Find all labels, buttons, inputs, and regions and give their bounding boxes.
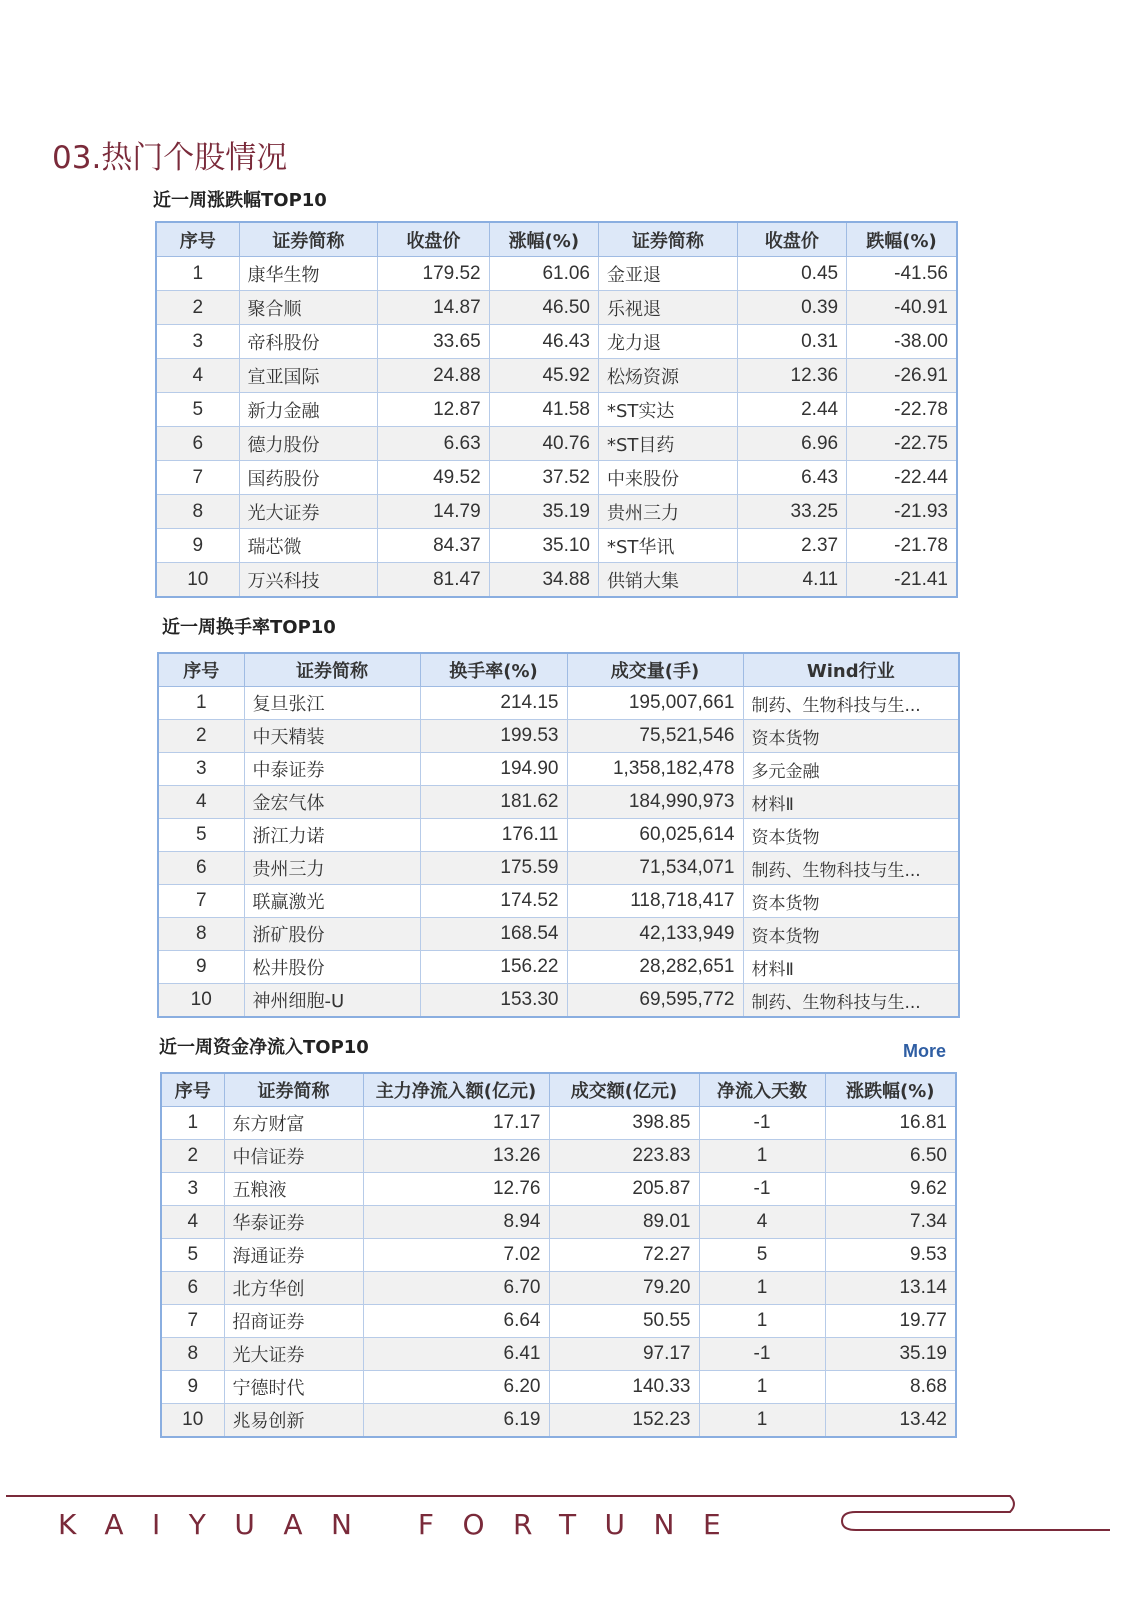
stock-name-link[interactable]: 金宏气体 [252, 793, 325, 814]
stock-name-link[interactable]: 贵州三力 [607, 502, 679, 524]
stock-name-cell [244, 984, 420, 1018]
stock-name-cell [599, 325, 738, 359]
stock-name-cell [224, 1107, 363, 1140]
industry-cell: 制药、生物科技与生... [743, 687, 959, 720]
table-row [161, 1206, 956, 1239]
stock-name-cell [599, 529, 738, 563]
table-row [156, 563, 957, 598]
stock-name-cell [599, 291, 738, 325]
stock-name-link[interactable]: 光大证券 [247, 502, 320, 524]
table-row [156, 427, 957, 461]
value-cell: 6.96 [737, 427, 846, 461]
industry-cell: 材料Ⅱ [743, 786, 959, 819]
stock-name-link[interactable]: *ST实达 [607, 400, 675, 422]
value-cell: 33.65 [378, 325, 489, 359]
table-row [158, 852, 959, 885]
value-cell: -1 [699, 1107, 825, 1140]
value-cell: 35.10 [489, 529, 598, 563]
value-cell: 175.59 [420, 852, 567, 885]
value-cell: 174.52 [420, 885, 567, 918]
stock-name-link[interactable]: 光大证券 [232, 1345, 305, 1366]
value-cell: 46.50 [489, 291, 598, 325]
industry-cell: 资本货物 [743, 720, 959, 753]
stock-name-cell [599, 359, 738, 393]
table-row [156, 359, 957, 393]
stock-name-cell [224, 1338, 363, 1371]
value-cell: 6.43 [737, 461, 846, 495]
rank-cell: 3 [158, 753, 244, 786]
value-cell: -21.93 [847, 495, 957, 529]
stock-name-cell [599, 427, 738, 461]
rank-cell: 6 [158, 852, 244, 885]
value-cell: -26.91 [847, 359, 957, 393]
stock-name-link[interactable]: 海通证券 [232, 1246, 305, 1267]
table-row [158, 687, 959, 720]
value-cell: 14.79 [378, 495, 489, 529]
stock-name-cell [244, 786, 420, 819]
value-cell: 0.45 [737, 257, 846, 291]
stock-name-link[interactable]: 北方华创 [232, 1279, 305, 1300]
value-cell: 35.19 [825, 1338, 956, 1371]
rank-cell: 6 [161, 1272, 224, 1305]
value-cell: 50.55 [549, 1305, 699, 1338]
value-cell: 61.06 [489, 257, 598, 291]
value-cell: 194.90 [420, 753, 567, 786]
industry-cell: 制药、生物科技与生... [743, 852, 959, 885]
stock-name-link[interactable]: 国药股份 [247, 468, 320, 490]
stock-name-link[interactable]: 供销大集 [607, 570, 679, 592]
value-cell: 0.31 [737, 325, 846, 359]
value-cell: 168.54 [420, 918, 567, 951]
stock-name-link[interactable]: 联赢激光 [252, 892, 325, 913]
stock-name-link[interactable]: 德力股份 [247, 434, 320, 456]
table-row [158, 819, 959, 852]
value-cell: 37.52 [489, 461, 598, 495]
value-cell: 9.62 [825, 1173, 956, 1206]
value-cell: 118,718,417 [567, 885, 743, 918]
column-header[interactable]: 涨幅(%) [489, 222, 598, 257]
stock-name-cell [244, 753, 420, 786]
column-header[interactable]: 跌幅(%) [847, 222, 957, 257]
rank-cell: 8 [156, 495, 239, 529]
stock-name-cell [599, 495, 738, 529]
stock-name-cell [244, 720, 420, 753]
value-cell: 5 [699, 1239, 825, 1272]
rank-cell: 6 [156, 427, 239, 461]
stock-name-cell [239, 325, 378, 359]
value-cell: 89.01 [549, 1206, 699, 1239]
stock-name-cell [224, 1173, 363, 1206]
stock-name-cell [239, 529, 378, 563]
value-cell: 79.20 [549, 1272, 699, 1305]
value-cell: 40.76 [489, 427, 598, 461]
value-cell: 205.87 [549, 1173, 699, 1206]
stock-name-link[interactable]: 招商证券 [232, 1312, 305, 1333]
column-header[interactable]: 成交额(亿元) [549, 1073, 699, 1107]
value-cell: 140.33 [549, 1371, 699, 1404]
column-header[interactable]: 证券简称 [224, 1073, 363, 1107]
stock-name-link[interactable]: 乐视退 [607, 298, 661, 320]
value-cell: 179.52 [378, 257, 489, 291]
rank-cell: 7 [161, 1305, 224, 1338]
value-cell: 6.63 [378, 427, 489, 461]
stock-name-cell [224, 1140, 363, 1173]
rank-cell: 10 [156, 563, 239, 598]
value-cell: 214.15 [420, 687, 567, 720]
value-cell: 13.26 [363, 1140, 549, 1173]
value-cell: 28,282,651 [567, 951, 743, 984]
value-cell: 223.83 [549, 1140, 699, 1173]
stock-name-cell [244, 951, 420, 984]
value-cell: 156.22 [420, 951, 567, 984]
value-cell: 6.41 [363, 1338, 549, 1371]
value-cell: 12.36 [737, 359, 846, 393]
stock-name-cell [599, 461, 738, 495]
table-row [161, 1107, 956, 1140]
table-row [156, 291, 957, 325]
table-header-row [156, 222, 957, 257]
stock-name-cell [239, 393, 378, 427]
table-row [161, 1305, 956, 1338]
stock-name-cell [239, 291, 378, 325]
value-cell: 1 [699, 1140, 825, 1173]
value-cell: 6.19 [363, 1404, 549, 1438]
value-cell: 41.58 [489, 393, 598, 427]
table-row [158, 720, 959, 753]
stock-name-link[interactable]: 东方财富 [232, 1114, 305, 1135]
stock-name-link[interactable]: 浙江力诺 [252, 826, 325, 847]
column-header[interactable]: 主力净流入额(亿元) [363, 1073, 549, 1107]
table-row [156, 529, 957, 563]
table-row [161, 1338, 956, 1371]
column-header[interactable]: 证券简称 [244, 653, 420, 687]
rank-cell: 2 [158, 720, 244, 753]
stock-name-cell [244, 885, 420, 918]
stock-name-cell [599, 257, 738, 291]
rank-cell: 10 [161, 1404, 224, 1438]
value-cell: 24.88 [378, 359, 489, 393]
stock-name-link[interactable]: 聚合顺 [247, 298, 302, 320]
gainers-subtitle: 近一周涨跌幅TOP10 [153, 190, 327, 211]
stock-name-cell [224, 1239, 363, 1272]
value-cell: 4 [699, 1206, 825, 1239]
industry-cell: 制药、生物科技与生... [743, 984, 959, 1018]
value-cell: 153.30 [420, 984, 567, 1018]
rank-cell: 5 [158, 819, 244, 852]
industry-cell: 多元金融 [743, 753, 959, 786]
value-cell: 6.50 [825, 1140, 956, 1173]
rank-cell: 8 [161, 1338, 224, 1371]
value-cell: -22.78 [847, 393, 957, 427]
value-cell: 17.17 [363, 1107, 549, 1140]
table-header-row [161, 1073, 956, 1107]
table-row [161, 1272, 956, 1305]
more-link[interactable]: More [903, 1041, 947, 1061]
value-cell: 69,595,772 [567, 984, 743, 1018]
value-cell: 12.76 [363, 1173, 549, 1206]
stock-name-link[interactable]: 金亚退 [607, 264, 661, 286]
value-cell: 71,534,071 [567, 852, 743, 885]
value-cell: 75,521,546 [567, 720, 743, 753]
column-header[interactable]: 换手率(%) [420, 653, 567, 687]
value-cell: -40.91 [847, 291, 957, 325]
value-cell: 12.87 [378, 393, 489, 427]
table-row [156, 393, 957, 427]
table-row [161, 1371, 956, 1404]
rank-cell: 5 [156, 393, 239, 427]
value-cell: 13.14 [825, 1272, 956, 1305]
turnover-subtitle: 近一周换手率TOP10 [162, 617, 336, 638]
stock-name-link[interactable]: 兆易创新 [232, 1411, 305, 1432]
stock-name-link[interactable]: 中天精装 [252, 727, 325, 748]
stock-name-link[interactable]: 浙矿股份 [252, 925, 325, 946]
stock-name-link[interactable]: *ST华讯 [607, 536, 675, 558]
value-cell: 8.68 [825, 1371, 956, 1404]
value-cell: 6.64 [363, 1305, 549, 1338]
value-cell: 97.17 [549, 1338, 699, 1371]
table-row [158, 984, 959, 1018]
table-row [156, 257, 957, 291]
stock-name-link[interactable]: 万兴科技 [247, 570, 320, 592]
footer-brand: KAIYUAN FORTUNE [58, 1508, 750, 1541]
stock-name-cell [224, 1371, 363, 1404]
table-row [161, 1404, 956, 1438]
rank-cell: 1 [158, 687, 244, 720]
table-row [156, 325, 957, 359]
stock-name-link[interactable]: 中来股份 [607, 468, 679, 490]
column-header[interactable]: 涨跌幅(%) [825, 1073, 956, 1107]
value-cell: -41.56 [847, 257, 957, 291]
value-cell: 2.44 [737, 393, 846, 427]
value-cell: 152.23 [549, 1404, 699, 1438]
table-row [158, 885, 959, 918]
rank-cell: 9 [161, 1371, 224, 1404]
stock-name-link[interactable]: 贵州三力 [252, 859, 325, 880]
stock-name-link[interactable]: 中信证券 [232, 1147, 305, 1168]
value-cell: 6.20 [363, 1371, 549, 1404]
value-cell: 7.02 [363, 1239, 549, 1272]
rank-cell: 9 [156, 529, 239, 563]
value-cell: 195,007,661 [567, 687, 743, 720]
value-cell: 1 [699, 1404, 825, 1438]
stock-name-link[interactable]: 新力金融 [247, 400, 320, 422]
gainers-losers-table [155, 221, 958, 598]
rank-cell: 4 [156, 359, 239, 393]
value-cell: 2.37 [737, 529, 846, 563]
value-cell: 1,358,182,478 [567, 753, 743, 786]
stock-name-link[interactable]: 神州细胞-U [252, 991, 345, 1012]
column-header[interactable]: 收盘价 [737, 222, 846, 257]
net-inflow-table [160, 1072, 957, 1438]
value-cell: 33.25 [737, 495, 846, 529]
value-cell: 81.47 [378, 563, 489, 598]
value-cell: -38.00 [847, 325, 957, 359]
stock-name-cell [239, 461, 378, 495]
value-cell: 49.52 [378, 461, 489, 495]
rank-cell: 1 [156, 257, 239, 291]
rank-cell: 1 [161, 1107, 224, 1140]
value-cell: 35.19 [489, 495, 598, 529]
value-cell: 84.37 [378, 529, 489, 563]
table-row [158, 951, 959, 984]
value-cell: 9.53 [825, 1239, 956, 1272]
value-cell: -1 [699, 1338, 825, 1371]
stock-name-link[interactable]: 华泰证券 [232, 1213, 305, 1234]
column-header[interactable]: 收盘价 [378, 222, 489, 257]
value-cell: -21.78 [847, 529, 957, 563]
table-row [161, 1173, 956, 1206]
table-row [158, 918, 959, 951]
rank-cell: 7 [158, 885, 244, 918]
stock-name-cell [244, 852, 420, 885]
stock-name-link[interactable]: 宁德时代 [232, 1378, 305, 1399]
column-header[interactable]: 证券简称 [239, 222, 378, 257]
column-header[interactable]: 序号 [156, 222, 239, 257]
value-cell: 60,025,614 [567, 819, 743, 852]
stock-name-link[interactable]: 中泰证券 [252, 760, 325, 781]
stock-name-cell [239, 563, 378, 598]
value-cell: 34.88 [489, 563, 598, 598]
stock-name-cell [224, 1404, 363, 1438]
column-header[interactable]: Wind行业 [743, 653, 959, 687]
rank-cell: 5 [161, 1239, 224, 1272]
rank-cell: 3 [161, 1173, 224, 1206]
stock-name-link[interactable]: 帝科股份 [247, 332, 320, 354]
value-cell: 4.11 [737, 563, 846, 598]
column-header[interactable]: 成交量(手) [567, 653, 743, 687]
value-cell: -1 [699, 1173, 825, 1206]
column-header[interactable]: 序号 [161, 1073, 224, 1107]
stock-name-cell [599, 563, 738, 598]
stock-name-cell [224, 1305, 363, 1338]
industry-cell: 资本货物 [743, 918, 959, 951]
value-cell: 184,990,973 [567, 786, 743, 819]
stock-name-cell [244, 819, 420, 852]
section-title: 03.热门个股情况 [52, 140, 288, 176]
stock-name-cell [244, 918, 420, 951]
value-cell: 398.85 [549, 1107, 699, 1140]
table-header-row [158, 653, 959, 687]
column-header[interactable]: 序号 [158, 653, 244, 687]
value-cell: 1 [699, 1371, 825, 1404]
table-row [161, 1140, 956, 1173]
value-cell: -21.41 [847, 563, 957, 598]
value-cell: 13.42 [825, 1404, 956, 1438]
stock-name-cell [224, 1206, 363, 1239]
stock-name-link[interactable]: 瑞芯微 [247, 536, 302, 558]
value-cell: 181.62 [420, 786, 567, 819]
table-row [156, 461, 957, 495]
turnover-table [157, 652, 960, 1018]
stock-name-link[interactable]: 松井股份 [252, 958, 325, 979]
stock-name-cell [599, 393, 738, 427]
inflow-subtitle: 近一周资金净流入TOP10 [159, 1037, 369, 1058]
stock-name-cell [224, 1272, 363, 1305]
industry-cell: 材料Ⅱ [743, 951, 959, 984]
value-cell: 45.92 [489, 359, 598, 393]
value-cell: 14.87 [378, 291, 489, 325]
stock-name-link[interactable]: 复旦张江 [252, 694, 325, 715]
value-cell: 46.43 [489, 325, 598, 359]
rank-cell: 10 [158, 984, 244, 1018]
value-cell: 176.11 [420, 819, 567, 852]
table-row [158, 753, 959, 786]
stock-name-cell [239, 257, 378, 291]
value-cell: 1 [699, 1305, 825, 1338]
value-cell: 72.27 [549, 1239, 699, 1272]
footer-swoosh-icon [840, 1494, 1125, 1534]
value-cell: 16.81 [825, 1107, 956, 1140]
rank-cell: 2 [156, 291, 239, 325]
stock-name-link[interactable]: 康华生物 [247, 264, 320, 286]
stock-name-link[interactable]: 宣亚国际 [247, 366, 320, 388]
rank-cell: 4 [161, 1206, 224, 1239]
stock-name-link[interactable]: 松炀资源 [607, 366, 679, 388]
table-row [158, 786, 959, 819]
industry-cell: 资本货物 [743, 819, 959, 852]
stock-name-link[interactable]: 五粮液 [232, 1180, 287, 1201]
stock-name-cell [239, 359, 378, 393]
value-cell: 8.94 [363, 1206, 549, 1239]
column-header[interactable]: 证券简称 [599, 222, 738, 257]
rank-cell: 8 [158, 918, 244, 951]
rank-cell: 9 [158, 951, 244, 984]
value-cell: 1 [699, 1272, 825, 1305]
value-cell: 0.39 [737, 291, 846, 325]
rank-cell: 4 [158, 786, 244, 819]
industry-cell: 资本货物 [743, 885, 959, 918]
rank-cell: 2 [161, 1140, 224, 1173]
value-cell: 42,133,949 [567, 918, 743, 951]
stock-name-link[interactable]: *ST目药 [607, 434, 675, 456]
stock-name-cell [239, 427, 378, 461]
value-cell: 199.53 [420, 720, 567, 753]
value-cell: 6.70 [363, 1272, 549, 1305]
stock-name-link[interactable]: 龙力退 [607, 332, 661, 354]
table-row [156, 495, 957, 529]
value-cell: 19.77 [825, 1305, 956, 1338]
rank-cell: 3 [156, 325, 239, 359]
rank-cell: 7 [156, 461, 239, 495]
value-cell: -22.44 [847, 461, 957, 495]
value-cell: 7.34 [825, 1206, 956, 1239]
stock-name-cell [239, 495, 378, 529]
column-header[interactable]: 净流入天数 [699, 1073, 825, 1107]
value-cell: -22.75 [847, 427, 957, 461]
stock-name-cell [244, 687, 420, 720]
table-row [161, 1239, 956, 1272]
